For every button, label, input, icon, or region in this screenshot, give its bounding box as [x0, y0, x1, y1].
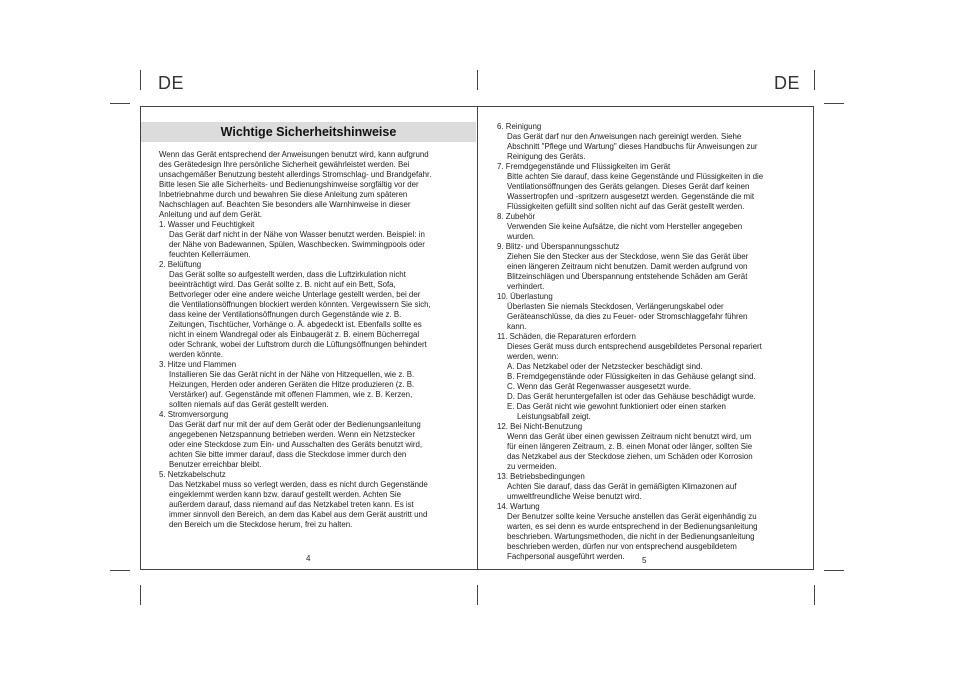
item-line: den Bereich um die Steckdose herum, frei zu halten. [169, 520, 353, 529]
crop-mark [140, 585, 141, 605]
item-line: D. Das Gerät heruntergefallen ist oder das Gehäuse beschädigt wurde. [507, 392, 756, 401]
language-label-left: DE [158, 73, 185, 93]
item-line: Wassertropfen und -spritzern ausgesetzt werden. Gegenstände die mit [507, 192, 755, 201]
page-title: Wichtige Sicherheitshinweise [220, 125, 397, 139]
item-title: 5. Netzkabelschutz [159, 470, 226, 479]
item-line: Verwenden Sie keine Aufsätze, die nicht vom Hersteller angegeben [507, 222, 743, 231]
item-line: Das Gerät darf nicht in der Nähe von Wasser benutzt werden. Beispiel: in [169, 230, 425, 239]
item-line: zu vermeiden. [507, 462, 557, 471]
item-line: achten Sie bitte immer darauf, dass die Steckdose immer durch den [169, 450, 407, 459]
intro-line: Nachschlagen auf. Beachten Sie besonders alle Warnhinweise in dieser [159, 200, 411, 209]
item-line: nicht in einem Wandregal oder als Einbaugerät z. B. einem Bücherregal [169, 330, 420, 339]
item-line: Blitzeinschlägen und Überspannung entstehende Schäden am Gerät [507, 272, 748, 281]
crop-mark [814, 585, 815, 605]
item-line: Ziehen Sie den Stecker aus der Steckdose, wenn Sie das Gerät über [507, 252, 749, 261]
item-line: Das Netzkabel muss so verlegt werden, dass es nicht durch Gegenstände [169, 480, 428, 489]
safety-item [159, 220, 469, 260]
intro-paragraph [159, 150, 469, 220]
safety-item [497, 422, 802, 472]
language-label-right: DE [774, 73, 801, 93]
item-line: Installieren Sie das Gerät nicht in der Nähe von Hitzequellen, wie z. B. [169, 370, 415, 379]
crop-mark [110, 103, 130, 104]
left-column [159, 150, 469, 530]
safety-item [497, 162, 802, 212]
item-line: Das Gerät darf nur den Anweisungen nach gereinigt werden. Siehe [507, 132, 742, 141]
item-line: angegebenen Netzspannung betrieben werden. Wenn ein Netzstecker [169, 430, 415, 439]
item-line: kann. [507, 322, 527, 331]
item-title: 9. Blitz- und Überspannungsschutz [497, 242, 620, 251]
item-line: beschrieben werden, dürfen nur von entsprechend ausgebildetem [507, 542, 737, 551]
item-line: feuchten Kellerräumen. [169, 250, 251, 259]
page-number-left: 4 [306, 554, 311, 563]
item-title: 14. Wartung [497, 502, 540, 511]
safety-item [159, 360, 469, 410]
item-title: 6. Reinigung [497, 122, 542, 131]
item-line: Ventilationsöffnungen des Geräts gelangen. Dieses Gerät darf keinen [507, 182, 750, 191]
item-line: Das Gerät darf nur mit der auf dem Gerät oder der Bedienungsanleitung [169, 420, 421, 429]
page-number-right: 5 [642, 556, 647, 565]
item-line: Wenn das Gerät über einen gewissen Zeitraum nicht benutzt wird, um [507, 432, 752, 441]
item-title: 1. Wasser und Feuchtigkeit [159, 220, 255, 229]
safety-item [497, 502, 802, 562]
item-line: die Ventilationsöffnungen blockiert werden könnten. Vergewissern Sie sich, [169, 300, 431, 309]
item-line: oder eine Steckdose zum Ein- und Ausschalten des Geräts benutzt wird, [169, 440, 423, 449]
item-line: beschrieben. Wartungsmethoden, die nicht in der Bedienungsanleitung [507, 532, 755, 541]
item-line: dass keine der Ventilationsöffnungen durch Gegenstände wie z. B. [169, 310, 402, 319]
item-line: eingeklemmt werden kann bzw. darauf gestellt werden. Achten Sie [169, 490, 402, 499]
item-line: Zeitungen, Tischtücher, Vorhänge o. Ä. abgedeckt ist. Ebenfalls sollte es [169, 320, 422, 329]
intro-line: Inbetriebnahme durch und bewahren Sie diese Anleitung zum späteren [159, 190, 408, 199]
item-line: Bitte achten Sie darauf, dass keine Gegenstände und Flüssigkeiten in die [507, 172, 764, 181]
page-divider [477, 106, 478, 570]
item-line: der Nähe von Badewannen, Spülen, Waschbecken. Swimmingpools oder [169, 240, 425, 249]
crop-mark [140, 70, 141, 90]
item-line: Dieses Gerät muss durch entsprechend ausgebildetes Personal repariert [507, 342, 762, 351]
item-line: warten, es sei denn es wurde entsprechend in der Bedienungsanleitung [507, 522, 758, 531]
item-title: 3. Hitze und Flammen [159, 360, 237, 369]
intro-line: Anleitung und auf dem Gerät. [159, 210, 263, 219]
item-line: beeinträchtigt wird. Das Gerät sollte z. B. nicht auf ein Bett, Sofa, [169, 280, 396, 289]
safety-item [497, 242, 802, 292]
item-line: Benutzer erreichbar bleibt. [169, 460, 262, 469]
item-line: Achten Sie darauf, dass das Gerät in gemäßigten Klimazonen auf [507, 482, 737, 491]
item-line: Das Gerät sollte so aufgestellt werden, dass die Luftzirkulation nicht [169, 270, 406, 279]
item-title: 13. Betriebsbedingungen [497, 472, 585, 481]
crop-mark [814, 70, 815, 90]
item-line: Fachpersonal ausgeführt werden. [507, 552, 625, 561]
safety-item [159, 470, 469, 530]
item-line: Abschnitt "Pflege und Wartung" dieses Handbuchs für Anweisungen zur [507, 142, 758, 151]
item-line: wurden. [507, 232, 536, 241]
safety-item [159, 410, 469, 470]
item-title: 12. Bei Nicht-Benutzung [497, 422, 583, 431]
item-line: A. Das Netzkabel oder der Netzstecker beschädigt sind. [507, 362, 703, 371]
item-title: 8. Zubehör [497, 212, 536, 221]
safety-item [497, 212, 802, 242]
safety-item [159, 260, 469, 360]
item-line: Flüssigkeiten gefüllt sind sollten nicht auf das Gerät gestellt werden. [507, 202, 745, 211]
intro-line: Bitte lesen Sie alle Sicherheits- und Bedienungshinweise sorgfältig vor der [159, 180, 419, 189]
item-line: außerdem darauf, dass niemand auf das Netzkabel treten kann. Es ist [169, 500, 414, 509]
safety-item [497, 472, 802, 502]
item-line: werden könnte. [169, 350, 223, 359]
item-line: oder Schrank, wobei der Luftstrom durch die Lüftungsöffnungen behindert [169, 340, 427, 349]
item-line: verhindert. [507, 282, 545, 291]
intro-line: Wenn das Gerät entsprechend der Anweisungen benutzt wird, kann aufgrund [159, 150, 429, 159]
safety-item [497, 332, 802, 422]
item-line: umweltfreundliche Weise benutzt wird. [507, 492, 642, 501]
item-title: 11. Schäden, die Reparaturen erfordern [497, 332, 636, 341]
item-line: Überlasten Sie niemals Steckdosen, Verlängerungskabel oder [507, 302, 724, 311]
item-title: 4. Stromversorgung [159, 410, 229, 419]
item-line: Reinigung des Geräts. [507, 152, 586, 161]
item-line: B. Fremdgegenstände oder Flüssigkeiten in das Gehäuse gelangt sind. [507, 372, 756, 381]
item-line: immer sinnvoll den Bereich, an dem das Kabel aus dem Gerät austritt und [169, 510, 428, 519]
crop-mark [477, 585, 478, 605]
intro-line: des Gerätedesign Ihre persönliche Sicherheit gewährleistet werden. Bei [159, 160, 410, 169]
item-title: 2. Belüftung [159, 260, 202, 269]
safety-item [497, 292, 802, 332]
item-line: Geräteanschlüsse, da dies zu Feuer- oder Stromschlaggefahr führen [507, 312, 748, 321]
item-line: Heizungen, Herden oder anderen Geräten die Hitze produzieren (z. B. [169, 380, 415, 389]
safety-item [497, 122, 802, 162]
crop-mark [824, 570, 844, 571]
item-line: Bettvorleger oder eine andere weiche Unterlage gestellt werden, bei der [169, 290, 421, 299]
item-line: das Netzkabel aus der Steckdose ziehen, um Schäden oder Korrosion [507, 452, 753, 461]
item-line: sollten niemals auf das Gerät gestellt werden. [169, 400, 329, 409]
intro-line: unsachgemäßer Benutzung besteht allerdings Stromschlag- und Brandgefahr. [159, 170, 432, 179]
item-line: werden, wenn: [507, 352, 559, 361]
crop-mark [824, 103, 844, 104]
item-line: für einen längeren Zeitraum, z. B. einen Monat oder länger, sollten Sie [507, 442, 753, 451]
item-line: C. Wenn das Gerät Regenwasser ausgesetzt wurde. [507, 382, 692, 391]
item-line: Verstärker) auf. Gegenstände mit offenen Flammen, wie z. B. Kerzen, [169, 390, 413, 399]
item-line: E. Das Gerät nicht wie gewohnt funktioniert oder einen starken [507, 402, 726, 411]
item-line: Leistungsabfall zeigt. [517, 412, 591, 421]
item-line: Der Benutzer sollte keine Versuche anstellen das Gerät eigenhändig zu [507, 512, 757, 521]
right-column [497, 122, 802, 562]
crop-mark [110, 570, 130, 571]
item-title: 7. Fremdgegenstände und Flüssigkeiten im Gerät [497, 162, 671, 171]
item-title: 10. Überlastung [497, 292, 553, 301]
crop-mark [477, 70, 478, 90]
item-line: einen längeren Zeitraum nicht benutzen. Damit werden aufgrund von [507, 262, 748, 271]
